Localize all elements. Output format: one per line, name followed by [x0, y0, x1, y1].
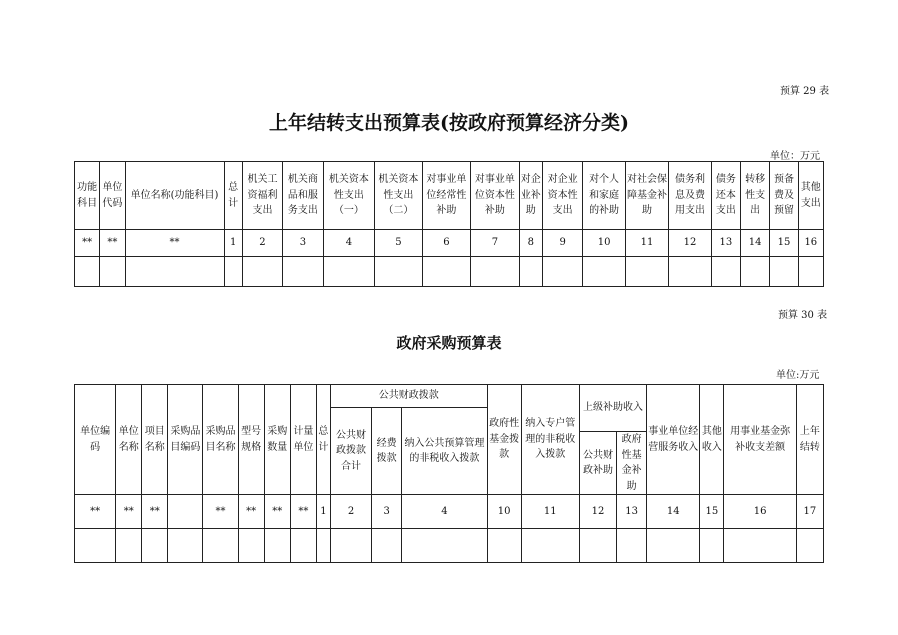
- index-cell: [168, 495, 203, 529]
- unit-label: 单位：万元: [770, 151, 820, 162]
- index-cell: 9: [542, 230, 582, 257]
- column-header: 转移性支出: [741, 162, 770, 230]
- column-header: 对个人和家庭的补助: [583, 162, 625, 230]
- index-cell: 12: [579, 495, 616, 529]
- data-cell: [579, 529, 616, 563]
- column-header: 机关工资福利支出: [242, 162, 282, 230]
- data-cell: [290, 529, 316, 563]
- index-cell: **: [142, 495, 168, 529]
- column-header: 公共财政拨款合计: [330, 408, 371, 495]
- data-cell: [796, 529, 823, 563]
- column-header: 经费拨款: [372, 408, 402, 495]
- column-header: 对企业补助: [519, 162, 542, 230]
- data-cell: [521, 529, 579, 563]
- column-header: 纳入公共预算管理的非税收入拨款: [402, 408, 487, 495]
- index-row: [75, 495, 824, 529]
- column-header: 上年结转: [796, 385, 823, 495]
- column-header: 政府性基金补助: [617, 432, 647, 495]
- column-header: 对社会保障基金补助: [625, 162, 668, 230]
- data-cell: [168, 529, 203, 563]
- column-header: 单位编码: [75, 385, 116, 495]
- data-cell: [711, 257, 740, 287]
- header-row-1: [75, 385, 824, 408]
- unit-label: 单位:万元: [776, 370, 820, 381]
- index-cell: 15: [770, 230, 798, 257]
- index-cell: 12: [669, 230, 711, 257]
- data-cell: [238, 529, 264, 563]
- column-header: 对企业资本性支出: [542, 162, 582, 230]
- index-row: [75, 230, 824, 257]
- column-header: 其他收入: [700, 385, 724, 495]
- column-header: 公共财政补助: [579, 432, 616, 495]
- data-cell: [700, 529, 724, 563]
- data-cell: [487, 529, 521, 563]
- index-cell: 10: [583, 230, 625, 257]
- data-cell: [625, 257, 668, 287]
- column-header: 机关商品和服务支出: [283, 162, 323, 230]
- data-cell: [142, 529, 168, 563]
- data-cell: [669, 257, 711, 287]
- column-header: 型号规格: [238, 385, 264, 495]
- data-cell: [203, 529, 238, 563]
- index-cell: **: [100, 230, 125, 257]
- column-header: 用事业基金弥补收支差额: [724, 385, 796, 495]
- index-cell: 3: [283, 230, 323, 257]
- data-cell: [724, 529, 796, 563]
- data-cell: [375, 257, 423, 287]
- group-header: 公共财政拨款: [330, 385, 487, 408]
- column-header: 债务还本支出: [711, 162, 740, 230]
- data-cell: [242, 257, 282, 287]
- index-cell: 16: [798, 230, 823, 257]
- data-cell: [264, 529, 290, 563]
- column-header: 单位代码: [100, 162, 125, 230]
- index-cell: 7: [471, 230, 520, 257]
- page-title: 上年结转支出预算表(按政府预算经济分类): [269, 112, 629, 134]
- index-cell: 2: [242, 230, 282, 257]
- government-procurement-table: [74, 384, 824, 563]
- index-cell: **: [75, 495, 116, 529]
- carryover-expenditure-table: [74, 161, 824, 287]
- index-cell: 15: [700, 495, 724, 529]
- data-cell: [519, 257, 542, 287]
- index-cell: 4: [402, 495, 487, 529]
- column-header: 对事业单位资本性补助: [471, 162, 520, 230]
- index-cell: **: [203, 495, 238, 529]
- column-header: 功能科目: [75, 162, 100, 230]
- index-cell: **: [238, 495, 264, 529]
- column-header: 其他支出: [798, 162, 823, 230]
- data-cell: [372, 529, 402, 563]
- index-cell: 11: [521, 495, 579, 529]
- data-cell: [422, 257, 471, 287]
- section-title: 政府采购预算表: [396, 334, 502, 352]
- index-cell: 2: [330, 495, 371, 529]
- data-cell: [75, 257, 100, 287]
- index-cell: 3: [372, 495, 402, 529]
- column-header: 机关资本性支出（一）: [323, 162, 375, 230]
- index-cell: 6: [422, 230, 471, 257]
- data-cell: [583, 257, 625, 287]
- column-header: 采购品目名称: [203, 385, 238, 495]
- column-header: 单位名称(功能科目): [125, 162, 224, 230]
- index-cell: 13: [617, 495, 647, 529]
- index-cell: **: [116, 495, 142, 529]
- index-cell: 5: [375, 230, 423, 257]
- data-cell: [617, 529, 647, 563]
- index-cell: 13: [711, 230, 740, 257]
- column-header: 单位名称: [116, 385, 142, 495]
- column-header: 计量单位: [290, 385, 316, 495]
- data-cell: [316, 529, 330, 563]
- empty-data-row: [75, 529, 824, 563]
- column-header: 总计: [224, 162, 242, 230]
- column-header: 政府性基金拨款: [487, 385, 521, 495]
- table-number: 预算 29 表: [780, 86, 830, 97]
- group-header: 上级补助收入: [579, 385, 646, 432]
- column-header: 总计: [316, 385, 330, 495]
- data-cell: [647, 529, 700, 563]
- empty-data-row: [75, 257, 824, 287]
- index-cell: **: [75, 230, 100, 257]
- data-cell: [323, 257, 375, 287]
- column-header: 机关资本性支出（二）: [375, 162, 423, 230]
- column-header: 债务利息及费用支出: [669, 162, 711, 230]
- data-cell: [125, 257, 224, 287]
- index-cell: 1: [224, 230, 242, 257]
- column-header: 预备费及预留: [770, 162, 798, 230]
- index-cell: 14: [741, 230, 770, 257]
- data-cell: [542, 257, 582, 287]
- data-cell: [330, 529, 371, 563]
- column-header: 项目名称: [142, 385, 168, 495]
- data-cell: [283, 257, 323, 287]
- column-header: 事业单位经营服务收入: [647, 385, 700, 495]
- data-cell: [116, 529, 142, 563]
- index-cell: 14: [647, 495, 700, 529]
- column-header: 采购品目编码: [168, 385, 203, 495]
- data-cell: [770, 257, 798, 287]
- data-cell: [402, 529, 487, 563]
- index-cell: 1: [316, 495, 330, 529]
- data-cell: [741, 257, 770, 287]
- column-header: 采购数量: [264, 385, 290, 495]
- data-cell: [100, 257, 125, 287]
- data-cell: [798, 257, 823, 287]
- index-cell: **: [264, 495, 290, 529]
- index-cell: 17: [796, 495, 823, 529]
- data-cell: [224, 257, 242, 287]
- index-cell: 4: [323, 230, 375, 257]
- column-header: 对事业单位经常性补助: [422, 162, 471, 230]
- data-cell: [471, 257, 520, 287]
- index-cell: **: [125, 230, 224, 257]
- table-number: 预算 30 表: [778, 310, 828, 321]
- column-header: 纳入专户管理的非税收入拨款: [521, 385, 579, 495]
- header-row: [75, 162, 824, 230]
- index-cell: 16: [724, 495, 796, 529]
- index-cell: **: [290, 495, 316, 529]
- data-cell: [75, 529, 116, 563]
- index-cell: 8: [519, 230, 542, 257]
- index-cell: 10: [487, 495, 521, 529]
- index-cell: 11: [625, 230, 668, 257]
